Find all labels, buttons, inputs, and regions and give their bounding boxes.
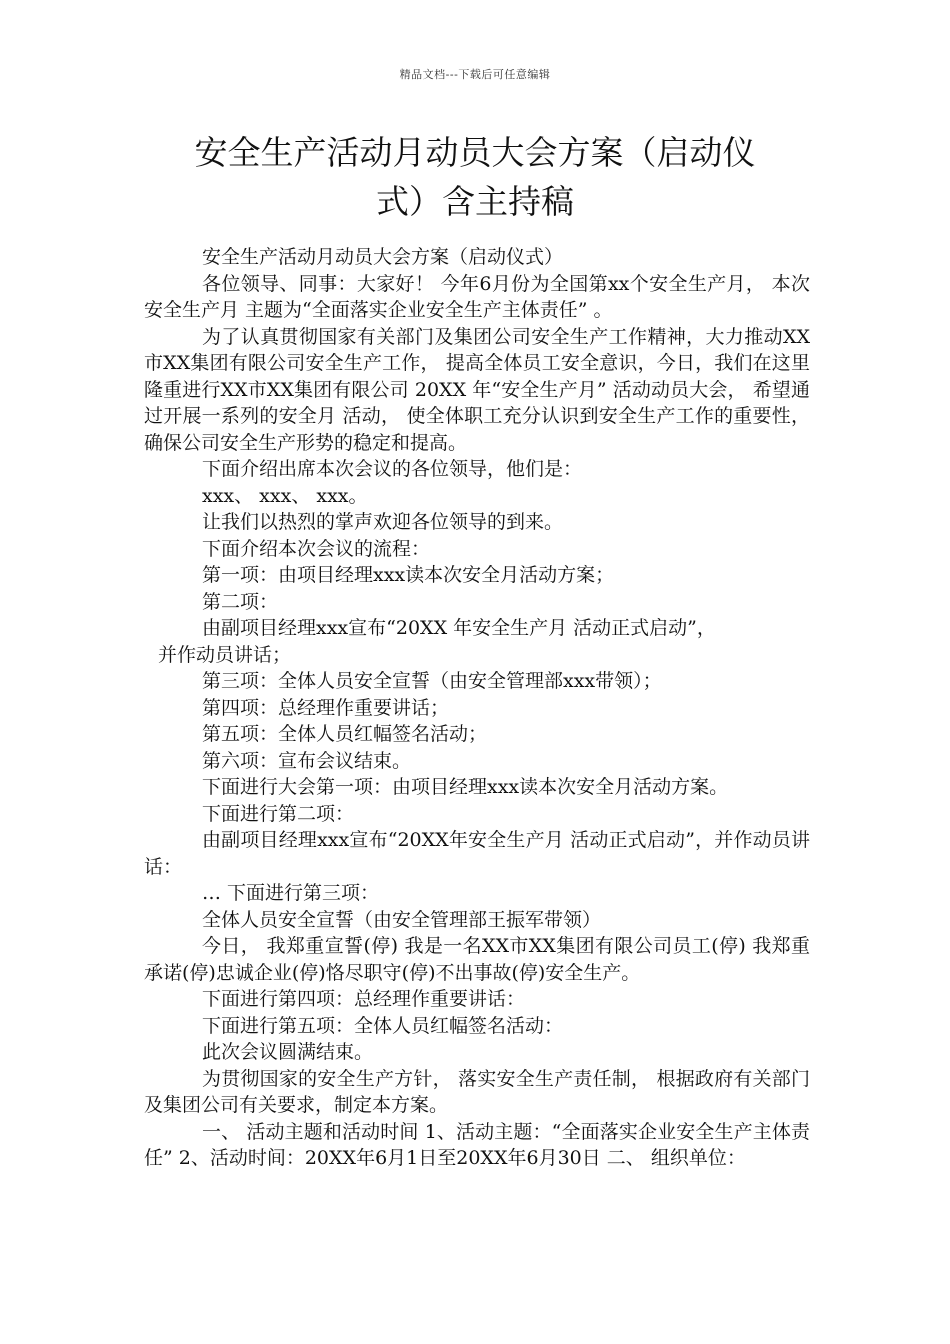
paragraph: 第二项： (202, 590, 279, 613)
paragraph: 各位领导、同事：大家好！ 今年6月份为全国第xx个安全生产月， 本次安全生产月 主题为“全面落实企业安全生产主体责任” 。 (144, 272, 810, 321)
paragraph: 第三项：全体人员安全宣誓（由安全管理部xxx带领）； (202, 670, 662, 692)
paragraph: 第六项：宣布会议结束。 (202, 749, 412, 772)
paragraph: 第五项：全体人员红幅签名活动； (202, 723, 488, 745)
paragraph: 第一项：由项目经理xxx读本次安全月活动方案； (202, 564, 615, 586)
paragraph: 下面进行第五项：全体人员红幅签名活动： (202, 1014, 564, 1037)
title-line-2: 式）含主持稿 (376, 182, 574, 221)
paragraph: 下面介绍本次会议的流程： (202, 537, 431, 560)
paragraph: 全体人员安全宣誓（由安全管理部王振军带领） (202, 908, 602, 931)
paragraph: 安全生产活动月动员大会方案（启动仪式） (202, 246, 564, 268)
paragraph: 今日， 我郑重宣誓(停) 我是一名XX市XX集团有限公司员工(停) 我郑重承诺(停)忠诚企业(停)恪尽职守(停)不出事故(停)安全生产。 (144, 935, 810, 984)
paragraph: 下面进行第四项：总经理作重要讲话： (202, 988, 526, 1010)
paragraph: 为了认真贯彻国家有关部门及集团公司安全生产工作精神，大力推动XX市XX集团有限公司安全生产工作， 提高全体员工安全意识，今日，我们在这里隆重进行XX市XX集团有限公司 20XX 年“安全生产月” 活动动员大会， 希望通过开展一系列的安全月 活动， 使全体职工充分认识到安全生产工作的重要性，确保公司安全生产形势的稳定和提高。 (144, 325, 810, 454)
paragraph: 第四项：总经理作重要讲话； (202, 696, 450, 719)
paragraph: 下面进行大会第一项：由项目经理xxx读本次安全月活动方案。 (202, 776, 729, 798)
document-title (150, 128, 800, 226)
paragraph: 由副项目经理xxx宣布“20XX年安全生产月 活动正式启动”，并作动员讲话： (144, 829, 810, 878)
paragraph: 为贯彻国家的安全生产方针， 落实安全生产责任制， 根据政府有关部门及集团公司有关要求，制定本方案。 (144, 1067, 810, 1116)
title-line-1: 安全生产活动月动员大会方案（启动仪 (194, 133, 756, 172)
paragraph: … 下面进行第三项： (202, 882, 380, 904)
paragraph: 由副项目经理xxx宣布“20XX 年安全生产月 活动正式启动”， (202, 617, 716, 639)
paragraph: 一、 活动主题和活动时间 1、活动主题：“全面落实企业安全生产主体责任” 2、活动时间：20XX年6月1日至20XX年6月30日 二、 组织单位： (144, 1120, 810, 1169)
paragraph: 让我们以热烈的掌声欢迎各位领导的到来。 (202, 511, 564, 533)
paragraph: xxx、 xxx、 xxx。 (202, 484, 368, 507)
header-note: 精品文档---下载后可任意编辑 (399, 68, 551, 81)
paragraph: 此次会议圆满结束。 (202, 1041, 374, 1063)
document-body (144, 244, 810, 1172)
paragraph: 下面进行第二项： (202, 802, 355, 825)
paragraph: 并作动员讲话； (158, 643, 292, 666)
paragraph: 下面介绍出席本次会议的各位领导，他们是： (202, 458, 583, 480)
